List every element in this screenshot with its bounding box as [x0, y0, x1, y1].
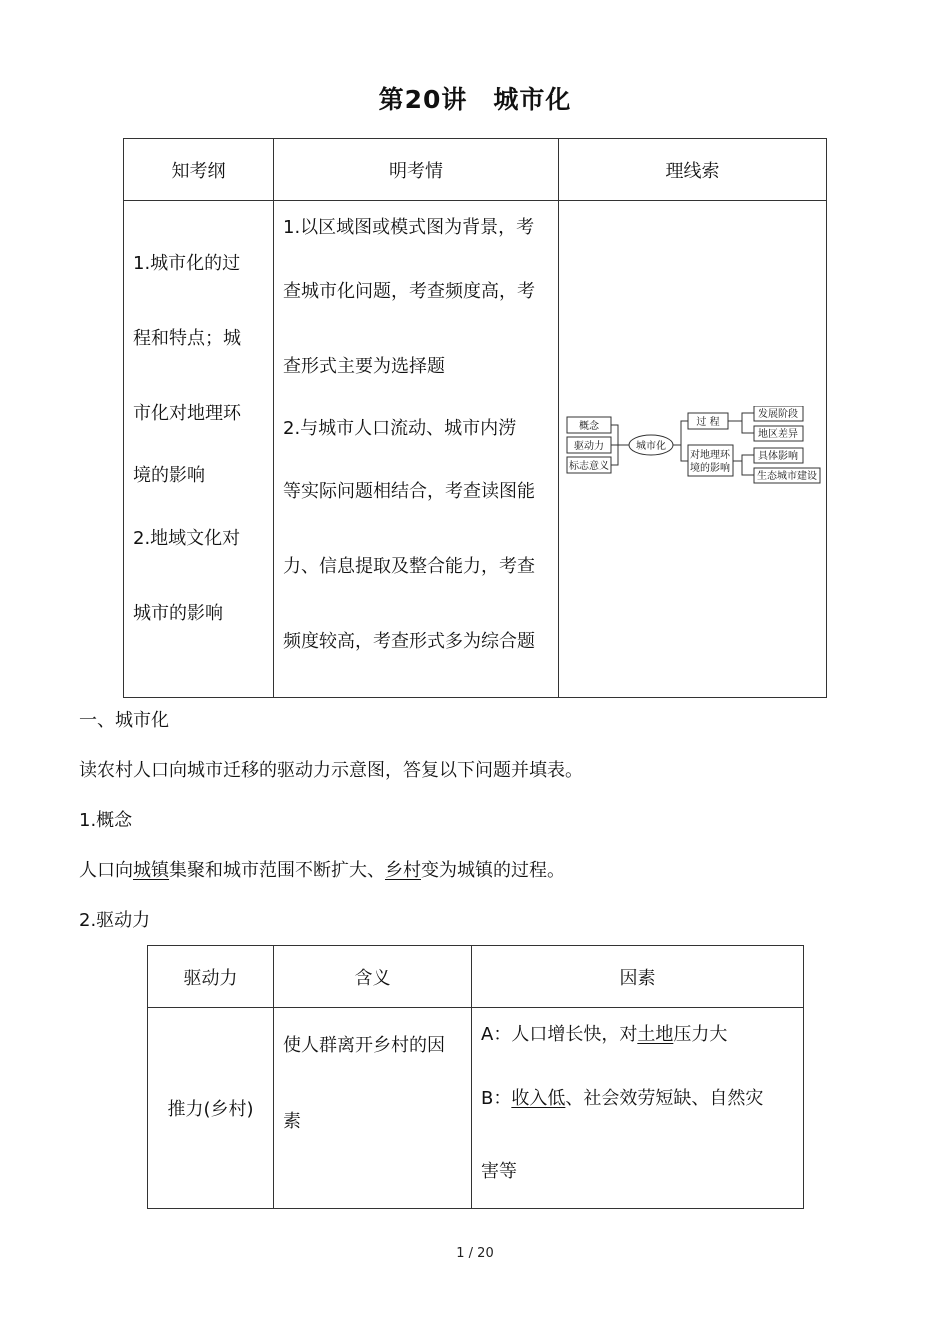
knowledge-line: 城市的影响 — [133, 603, 223, 624]
page-number: 1 / 20 — [456, 1246, 494, 1261]
factor-a-blank: 土地 — [637, 1024, 674, 1045]
factor-a — [481, 1009, 794, 1061]
mindmap-node: 概念 — [578, 421, 599, 432]
header-clues: 理线索 — [559, 139, 827, 201]
analysis-line: 力、信息提取及整合能力，考查 — [283, 556, 535, 577]
knowledge-line: 1.城市化的过 — [133, 253, 241, 274]
concept-middle: 集聚和城市范围不断扩大、 — [169, 860, 385, 881]
analysis-line: 1.以区域图或模式图为背景，考 — [283, 217, 535, 238]
page-title: 第20讲 城市化 — [378, 85, 572, 114]
header-knowledge: 知考纲 — [124, 139, 274, 201]
factor-b — [481, 1061, 794, 1137]
header-meaning: 含义 — [274, 946, 472, 1008]
mindmap-center: 城市化 — [635, 441, 666, 452]
driving-heading: 2.驱动力 — [79, 910, 151, 931]
concept-blank: 城镇 — [133, 860, 169, 881]
overview-body-row — [124, 201, 827, 698]
mindmap-leaf: 生态城市建设 — [756, 471, 817, 482]
mindmap-cell — [559, 201, 827, 698]
urbanization-mindmap — [564, 406, 822, 492]
analysis-line: 查城市化问题，考查频度高，考 — [283, 281, 535, 302]
factor-a-suffix: 压力大 — [673, 1024, 728, 1045]
analysis-cell — [274, 201, 559, 698]
knowledge-line: 2.地域文化对 — [133, 528, 241, 549]
mindmap-node: 标志意义 — [568, 461, 609, 472]
driving-header-row — [148, 946, 804, 1008]
analysis-line: 等实际问题相结合，考查读图能 — [283, 481, 535, 502]
factor-a-text: A：人口增长快，对 — [481, 1024, 638, 1045]
concept-suffix: 变为城镇的过程。 — [421, 860, 565, 881]
mindmap-node: 对地理环 — [689, 450, 730, 461]
analysis-line: 频度较高，考查形式多为综合题 — [283, 631, 535, 652]
mindmap-node: 境的影响 — [689, 463, 730, 474]
knowledge-line: 程和特点；城 — [133, 328, 241, 349]
mindmap-node: 驱动力 — [573, 441, 604, 452]
section-heading: 一、城市化 — [79, 710, 169, 731]
factor-b-blank: 收入低 — [511, 1088, 566, 1109]
analysis-line: 2.与城市人口流动、城市内涝 — [283, 418, 517, 439]
concept-prefix: 人口向 — [79, 860, 133, 881]
header-analysis: 明考情 — [274, 139, 559, 201]
header-force: 驱动力 — [148, 946, 274, 1008]
force-cell: 推力(乡村) — [148, 1008, 274, 1209]
mindmap-node: 过 程 — [695, 417, 720, 428]
driving-force-table — [147, 945, 804, 1209]
factor-b-cont: 害等 — [481, 1161, 517, 1182]
mindmap-leaf: 地区差异 — [757, 429, 798, 440]
knowledge-line: 境的影响 — [133, 465, 205, 486]
concept-heading: 1.概念 — [79, 810, 133, 831]
concept-text — [79, 859, 565, 883]
concept-blank: 乡村 — [385, 860, 421, 881]
overview-table — [123, 138, 827, 698]
knowledge-line: 市化对地理环 — [133, 403, 241, 424]
mindmap-leaf: 发展阶段 — [757, 409, 798, 420]
meaning-cell — [274, 1008, 472, 1209]
header-factors: 因素 — [472, 946, 804, 1008]
overview-header-row — [124, 139, 827, 201]
analysis-line: 查形式主要为选择题 — [283, 356, 445, 377]
knowledge-cell — [124, 201, 274, 698]
intro-text: 读农村人口向城市迁移的驱动力示意图，答复以下问题并填表。 — [79, 760, 583, 781]
factor-b-prefix: B： — [481, 1088, 512, 1109]
mindmap-leaf: 具体影响 — [757, 451, 798, 462]
factor-b-suffix: 、社会效劳短缺、自然灾 — [565, 1088, 764, 1109]
meaning-line: 使人群离开乡村的因 — [283, 1035, 445, 1056]
factors-cell — [472, 1008, 804, 1209]
driving-row — [148, 1008, 804, 1209]
meaning-line: 素 — [283, 1111, 301, 1132]
